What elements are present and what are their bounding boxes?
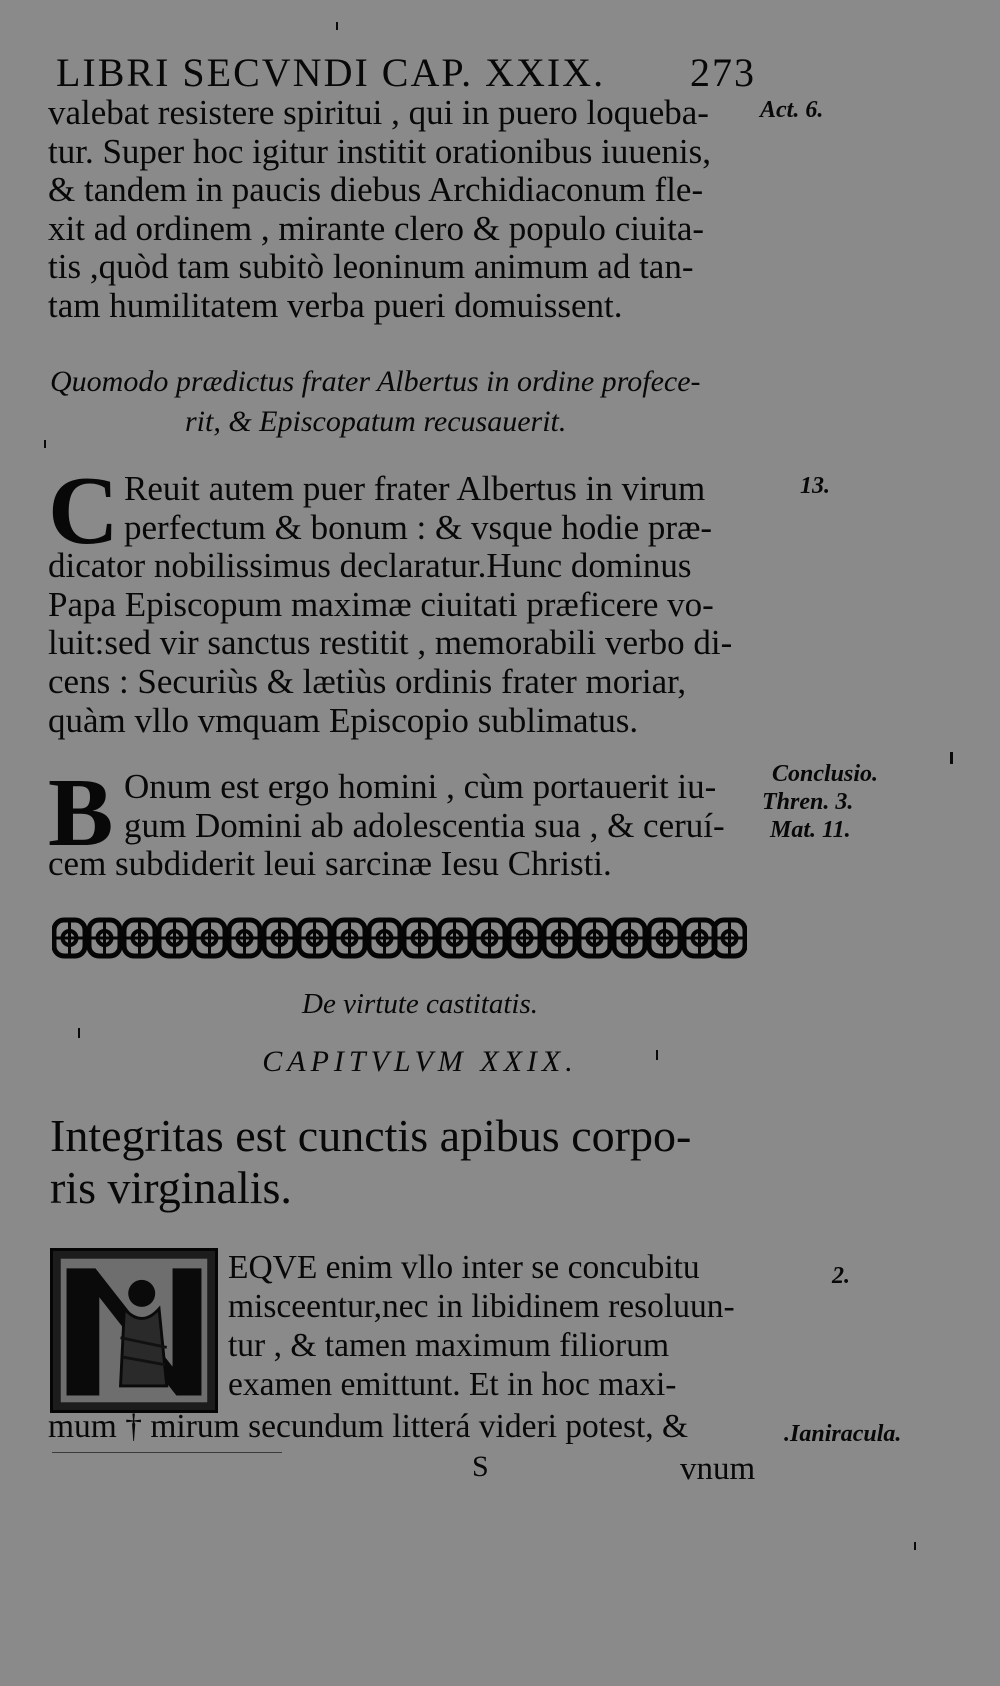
text-line: Onum est ergo homini , cùm portauerit iu- <box>124 767 717 806</box>
text-line: tur , & tamen maximum filiorum <box>228 1327 670 1364</box>
text-line: Papa Episcopum maximæ ciuitati præficere vo- <box>48 584 714 624</box>
paragraph-2 <box>48 457 768 740</box>
section-heading-line: Quomodo prædictus frater Albertus in ordine profece- <box>50 365 701 398</box>
text-line: mum † mirum secundum litterá videri potest, & <box>48 1408 689 1445</box>
paragraph-3 <box>48 759 768 884</box>
text-line: dicator nobilissimus declaratur.Hunc dominus <box>48 546 692 586</box>
ink-speck <box>78 1028 80 1038</box>
drop-cap: B <box>48 759 114 867</box>
decorative-border <box>52 914 747 962</box>
running-head <box>56 50 756 96</box>
ink-speck <box>336 22 338 30</box>
text-line: tis ,quòd tam subitò leoninum animum ad tan- <box>48 247 694 287</box>
text-line: quàm vllo vmquam Episcopio sublimatus. <box>48 700 639 740</box>
text-line: misceentur,nec in libidinem resoluun- <box>228 1288 735 1325</box>
text-line: cem subdiderit leui sarcinæ Iesu Christi. <box>48 844 612 884</box>
text-line: cens : Securiùs & lætiùs ordinis frater moriar, <box>48 661 687 701</box>
section-heading <box>50 362 770 442</box>
chapter-heading <box>50 1110 770 1214</box>
paragraph-1 <box>48 94 768 326</box>
text-line: EQVE enim vllo inter se concubitu <box>228 1249 700 1286</box>
paragraph-4-continued <box>48 1408 768 1447</box>
page-number: 273 <box>690 50 756 95</box>
text-line: gum Domini ab adolescentia sua , & ceruí- <box>124 805 725 845</box>
text-line: examen emittunt. Et in hoc maxi- <box>228 1366 677 1403</box>
margin-note: Conclusio. <box>772 761 879 787</box>
margin-note: Thren. 3. <box>762 789 854 815</box>
drop-cap: C <box>48 457 119 565</box>
signature-mark: S <box>472 1450 489 1483</box>
margin-note: Act. 6. <box>760 97 824 123</box>
catchword: vnum <box>680 1451 756 1487</box>
text-line: tam humilitatem verba pueri domuissent. <box>48 285 623 325</box>
margin-note: .Ianiracula. <box>784 1421 902 1447</box>
running-head-title: LIBRI SECVNDI CAP. XXIX. <box>56 50 606 95</box>
rule-line <box>52 1452 282 1453</box>
text-line: tur. Super hoc igitur institit orationibus iuuenis, <box>48 131 712 171</box>
chapter-heading-line: ris virginalis. <box>50 1162 292 1213</box>
chapter-heading-line: Integritas est cunctis apibus corpo- <box>50 1110 692 1161</box>
margin-note: Mat. 11. <box>770 817 851 843</box>
chapter-subtitle: De virtute castitatis. <box>302 988 538 1020</box>
text-line: perfectum & bonum : & vsque hodie præ- <box>124 507 713 547</box>
text-line: xit ad ordinem , mirante clero & populo ciuita- <box>48 208 705 248</box>
ink-speck <box>656 1050 658 1060</box>
paragraph-4 <box>228 1248 768 1404</box>
text-line: & tandem in paucis diebus Archidiaconum fle- <box>48 170 704 210</box>
text-line: Reuit autem puer frater Albertus in virum <box>124 469 706 508</box>
text-line: valebat resistere spiritui , qui in puero loqueba- <box>48 93 709 132</box>
margin-note: 2. <box>832 1263 850 1289</box>
chapter-title: CAPITVLVM XXIX. <box>262 1045 578 1078</box>
margin-note: 13. <box>800 473 830 499</box>
text-line: luit:sed vir sanctus restitit , memorabili verbo di- <box>48 623 733 663</box>
ink-speck <box>914 1542 916 1550</box>
woodcut-initial-image <box>50 1248 218 1413</box>
section-heading-line: rit, & Episcopatum recusauerit. <box>185 405 567 438</box>
ink-speck <box>44 440 46 448</box>
ink-speck <box>950 752 953 764</box>
